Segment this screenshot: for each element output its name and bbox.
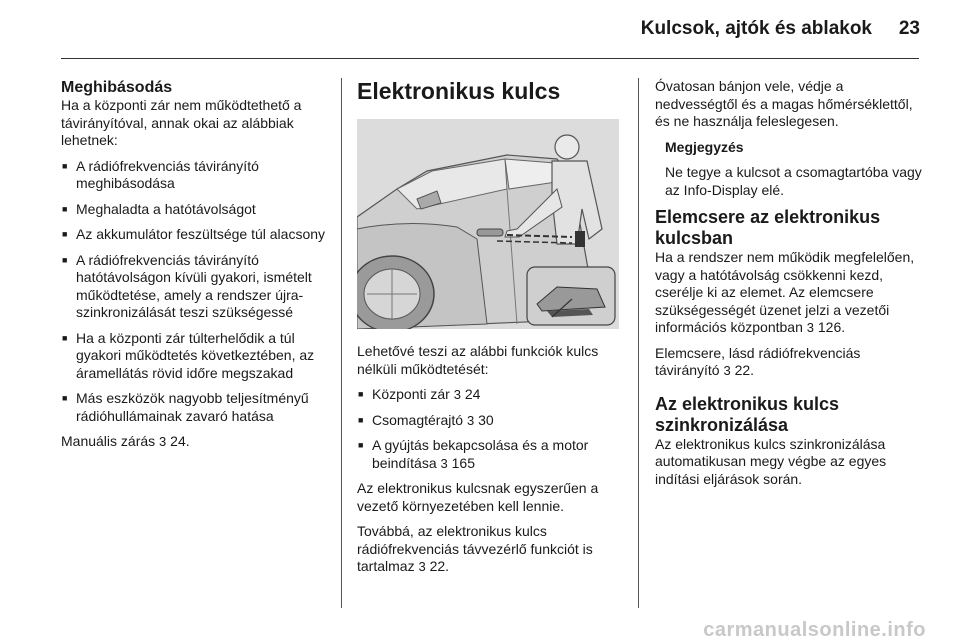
xref-link[interactable]: 30: [478, 411, 494, 428]
cross-reference-line: [61, 433, 331, 451]
xref-link[interactable]: 24: [464, 386, 481, 402]
xref-arrow-icon: 3: [159, 434, 167, 449]
note-box: [665, 139, 923, 200]
list-item: ■ A rádiófrekvenciás távirányító hatótávolságon kívüli gyakori, ismételt működtetése, amely a rendszer újra-szinkronizálását teszi szükségessé: [61, 252, 331, 322]
list-item: ■ Az akkumulátor feszültsége túl alacsony: [61, 226, 331, 244]
xref-arrow-icon: 3: [453, 387, 461, 402]
section-heading-electronic-key: Elektronikus kulcs: [357, 78, 561, 104]
xref-link[interactable]: 24.: [170, 433, 190, 449]
list-item: [357, 386, 627, 404]
paragraph-text: Elemcsere, lásd rádiófrekvenciás távirányító: [655, 344, 861, 378]
list-item: ■ A rádiófrekvenciás távirányító meghibásodása: [61, 158, 331, 193]
paragraph: Az elektronikus kulcs szinkronizálása automatikusan megy végbe az egyes indítási eljárások során.: [655, 435, 887, 487]
xref-link[interactable]: 22.: [734, 362, 755, 378]
section-heading-battery: Elemcsere az elektronikus kulcsban: [655, 207, 881, 248]
xref-link[interactable]: 126.: [817, 319, 846, 335]
paragraph: Lehetővé teszi az alábbi funkciók kulcs nélküli működtetését:: [357, 343, 599, 377]
note-text: Ne tegye a kulcsot a csomagtartóba vagy az Info-Display elé.: [665, 164, 922, 198]
xref-text: Manuális zárás: [61, 433, 156, 449]
list-item: [357, 412, 627, 430]
list-item-text: A gyújtás bekapcsolása és a motor beindítása: [372, 437, 589, 471]
paragraph: Óvatosan bánjon vele, védje a nedvességtől és a magas hőmérséklettől, és ne használja feleslegesen.: [655, 78, 913, 129]
column-3: [655, 78, 923, 496]
column-2: [357, 78, 627, 584]
column-divider: [341, 78, 342, 608]
page-number: 23: [898, 18, 920, 39]
xref-arrow-icon: 3: [806, 320, 814, 335]
column-1: [61, 78, 331, 459]
header-title: Kulcsok, ajtók és ablakok: [640, 18, 872, 39]
xref-arrow-icon: 3: [418, 559, 426, 574]
list-item: ■ Meghaladta a hatótávolságot: [61, 201, 331, 219]
list-item: ■ Ha a központi zár túlterhelődik a túl gyakori működtetés következtében, az áramellátás rövid időre megszakad: [61, 330, 331, 383]
paragraph: [655, 249, 923, 337]
bullet-list: [357, 386, 627, 472]
xref-link[interactable]: 165: [451, 454, 475, 471]
paragraph: [357, 523, 627, 576]
xref-link[interactable]: 22.: [429, 558, 450, 574]
paragraph-text: Ha a rendszer nem működik megfelelően, vagy a hatótávolság csökkenni kezd, cserélje ki az elemet. Az elemcsere szükségességét üzenet jelzi a vezetői információs központban: [655, 249, 915, 335]
list-item: [357, 437, 627, 472]
paragraph: [655, 345, 923, 380]
watermark: carmanualsonline.info: [703, 619, 926, 641]
list-item-text: Központi zár: [372, 386, 450, 402]
list-item: ■ Más eszközök nagyobb teljesítményű rádióhullámainak zavaró hatása: [61, 390, 331, 425]
paragraph: Ha a központi zár nem működtethető a távirányítóval, annak okai az alábbiak lehetnek:: [61, 97, 302, 148]
xref-arrow-icon: 3: [440, 455, 448, 471]
section-heading-sync: Az elektronikus kulcs szinkronizálása: [655, 393, 840, 435]
bullet-list: [61, 158, 331, 426]
xref-arrow-icon: 3: [723, 363, 731, 378]
paragraph-text: Továbbá, az elektronikus kulcs rádiófrekvenciás távvezérlő funkciót is tartalmaz: [357, 523, 593, 574]
column-divider: [638, 78, 639, 608]
list-item-text: Csomagtérajtó: [372, 411, 464, 428]
note-heading: Megjegyzés: [665, 138, 744, 155]
header-rule: [61, 58, 919, 59]
section-heading-malfunction: Meghibásodás: [61, 79, 173, 96]
paragraph: Az elektronikus kulcsnak egyszerűen a vezető környezetében kell lennie.: [357, 480, 599, 514]
xref-arrow-icon: 3: [466, 412, 475, 428]
car-key-illustration: [357, 119, 619, 329]
